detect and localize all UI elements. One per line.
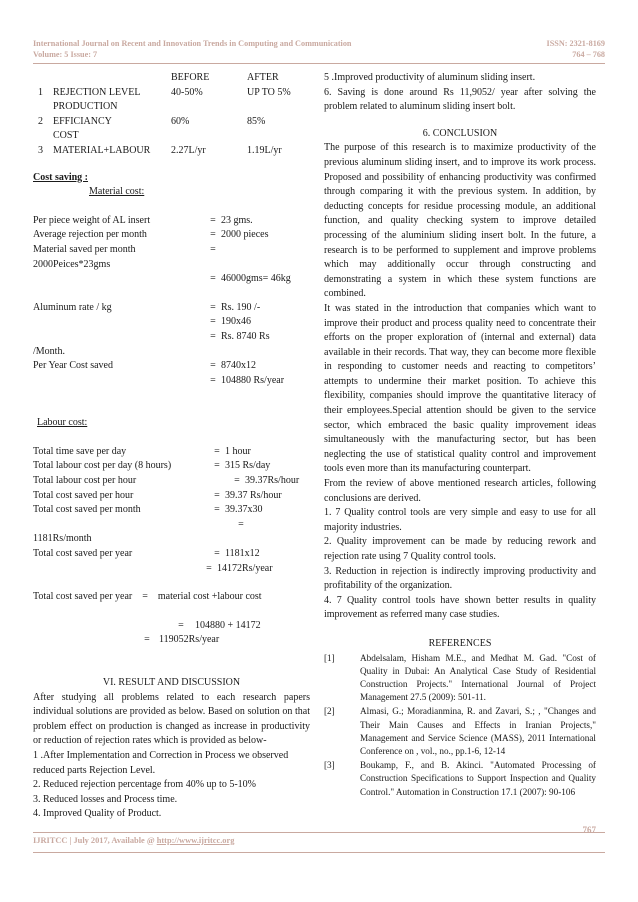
table-row: 2 EFFICIANCY COST 60% 85% [38, 115, 266, 142]
table-row: 3 MATERIAL+LABOUR 2.27L/yr 1.19L/yr [38, 144, 282, 156]
calc-row: Total cost saved per hour = 39.37 Rs/hour [33, 489, 282, 501]
left-column: BEFORE AFTER 1 REJECTION LEVEL PRODUCTION 40-50% UP TO 5% 2 EFFICIANCY COST 60% 85% 3 MATERIAL+LABOUR 2.27L/yr 1.19L/yr Cost saving : Material cost: Per piece weight of AL insert = 23 gms. Average rejection per month = 2000 pieces Material saved per month = 2000Peices*23gms = 46000gms= 46kg Aluminum rate / kg = Rs. 190 /- = 190x46 = Rs. 8740 Rs /Month. Per Year Cost saved = 8740x12 = 104880 Rs/year Labour cost: Total time save per day = 1 hour Total labour cost per day (8 hours) = 315 Rs/day Total labour cost per hour = 39.37Rs/hour Total cost saved per hour = 39.37 Rs/hour Total cost saved per month = 39.37x30 = 1181Rs/month Total cost saved per year = 1181x12 = 14172Rs/year Total cost saved per year = material cost +labour cost = 104880 + 14172 = 119052Rs/year VI. RESULT AND DISCUSSION After studying all problems related to each research papers individual solutions are provided as below. Based on solution on that problem effect on production is changed as increase in productivity or reduction of rejection rates which is provided as below- 1 .After Implementation and Correction in Process we observed reduced parts Rejection Level. 2. Reduced rejection percentage from 40% up to 5-10% 3. Reduced losses and Process time. 4. Improved Quality of Product. [33, 71, 310, 822]
calc-row: Total time save per day = 1 hour [33, 445, 251, 457]
labour-cost-title: Labour cost: [37, 417, 88, 429]
calc-row: = Rs. 8740 Rs [210, 330, 270, 342]
conclusion-paragraph: From the review of above mentioned research articles, following conclusions are derived. [324, 478, 596, 504]
calc-row: Total cost saved per year = 1181x12 [33, 548, 260, 560]
list-item: 2. Quality improvement can be made by reducing rework and rejection rate using 7 Quality control tools. [324, 536, 596, 562]
journal-volume: Volume: 5 Issue: 7 [33, 50, 98, 59]
footer-rule [33, 832, 605, 833]
issn: ISSN: 2321-8169 [546, 39, 605, 48]
conclusion-heading: 6. CONCLUSION [422, 127, 498, 139]
table-header-row [33, 71, 310, 86]
comparison-table [33, 71, 310, 159]
list-item: 6. Saving is done around Rs 11,9052/ year after solving the problem related to aluminum sliding insert bolt. [324, 86, 596, 113]
footer-link[interactable]: http://www.ijritcc.org [156, 836, 235, 845]
list-item: 4. 7 Quality control tools have shown better results in quality improvement as referred many case studies. [324, 594, 596, 621]
calc-row: Aluminum rate / kg = Rs. 190 /- [33, 301, 261, 313]
calc-row: Average rejection per month = 2000 pieces [33, 229, 269, 241]
list-item: 1 .After Implementation and Correction in Process we observed reduced parts Rejection Level. [33, 749, 289, 776]
list-item: 2. Reduced rejection percentage from 40% up to 5-10% [33, 779, 256, 791]
calc-row: = 14172Rs/year [206, 562, 273, 574]
reference-item: [3] Boukamp, F., and B. Akinci. "Automated Processing of Construction Specifications to Support Inspection and Quality Control." Automation in Construction 17.1 (2007): 90-106 [324, 760, 596, 797]
result-heading: VI. RESULT AND DISCUSSION [102, 677, 241, 688]
calc-row: = 190x46 [210, 316, 251, 328]
reference-item: [2] Almasi, G.; Moradianmina, R. and Zavari, S.; , "Changes and Their Main Causes and Effects in Iranian Projects," Management and Service Science (MASS), 2011 International Conference on , vol., no., pp.1-6, 12-14 [324, 706, 596, 756]
page-range: 764 – 768 [572, 50, 605, 59]
footer-bottom-rule [33, 852, 605, 853]
reference-item: [1] Abdelsalam, Hisham M.E., and Medhat M. Gad. "Cost of Quality in Dubai: An Analytical Case Study of Residential Construction Projects." International Journal of Project Management 27.5 (2009): 501-11. [324, 652, 596, 703]
conclusion-paragraph: It was stated in the introduction that companies which want to improve their product and process quality need to concentrate their efforts on the proper exploration of (internal and external) data available in their records. That way, they can become more flexible in responding to customer needs and reacting to competitors’ attempts to undermine their market position. To achieve this flexibility, companies should improve the quantitative literacy of their employees.Special attention should be given to the service sector, which embraced the basic quality improvement ideas simultaneously with the manufacturing sector, but has been neglecting the use of statistical quality control and improvement tools even more than its manufacturing counterpart. [324, 302, 596, 475]
issn-info [547, 38, 605, 60]
right-column [324, 71, 596, 800]
table-header-after: AFTER [247, 72, 279, 83]
calc-row: Total cost saved per month = 39.37x30 [33, 504, 263, 516]
list-item: 5 .Improved productivity of aluminum sliding insert. [324, 72, 536, 83]
total-cost-line: Total cost saved per year = material cost +labour cost [33, 591, 262, 603]
calc-row: Total labour cost per hour = 39.37Rs/hour [33, 475, 300, 487]
cost-saving-title: Cost saving : [33, 171, 89, 183]
calc-row: = [238, 518, 244, 530]
conclusion-paragraph: The purpose of this research is to maximize productivity of the previous aluminum sliding insert, and to improve its work process. Proposed and possibility of enhancing productivity was confirmed through comparing it with the previous system. In addition, by deducting concepts for residue processing module, an additional function, and quality checking system to improve detailed processing of the aluminium sliding insert bolt. In the future, a research is to be performed to supplement and improve problems which may additionally occur through constructing and demonstrating a system in which these system functions are combined. [324, 142, 596, 300]
journal-title: International Journal on Recent and Innovation Trends in Computing and Communication [33, 39, 352, 48]
list-item: 3. Reduced losses and Process time. [33, 793, 178, 805]
references-heading: REFERENCES [428, 637, 492, 649]
table-header-before: BEFORE [171, 72, 210, 83]
calc-row: Per piece weight of AL insert = 23 gms. [33, 214, 253, 226]
table-row: 1 REJECTION LEVEL PRODUCTION 40-50% UP TO 5% [38, 86, 291, 113]
result-paragraph: After studying all problems related to each research papers individual solutions are provided as below. Based on solution on that problem effect on production is changed as increase in productivity or reduction of rejection rates which is provided as below- [33, 691, 310, 747]
list-item: 3. Reduction in rejection is indirectly improving productivity and profitability of the organization. [324, 565, 596, 592]
calc-row: Material saved per month = [33, 243, 216, 255]
list-item: 4. Improved Quality of Product. [33, 808, 162, 820]
calc-row: Per Year Cost saved = 8740x12 [33, 360, 256, 372]
header-rule [33, 63, 605, 64]
material-cost-title: Material cost: [89, 186, 145, 198]
footer [33, 836, 234, 845]
calc-row: = 104880 Rs/year [210, 374, 285, 386]
footer-text: IJRITCC | July 2017, Available @ [33, 836, 157, 845]
calc-row: = 46000gms= 46kg [210, 273, 291, 285]
page-number: 767 [582, 825, 596, 835]
journal-info [33, 38, 351, 60]
list-item: 1. 7 Quality control tools are very simple and easy to use for all majority industries. [324, 507, 596, 533]
calc-row: Total labour cost per day (8 hours) = 315 Rs/day [33, 460, 271, 472]
